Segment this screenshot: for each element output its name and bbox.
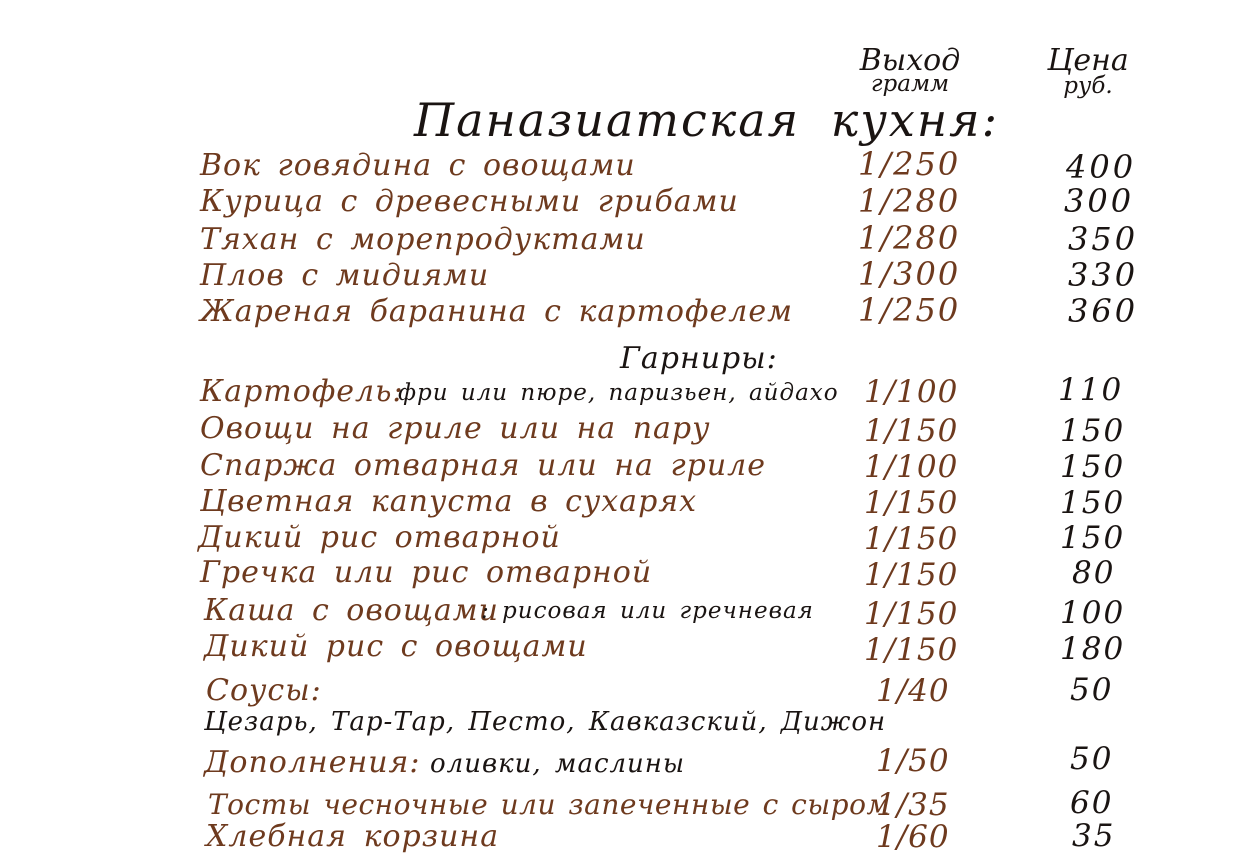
menu-item-weight: 1/280 [858, 219, 961, 257]
menu-item-weight: 1/150 [864, 413, 959, 449]
sauces-price: 50 [1070, 672, 1114, 708]
menu-item-name: Тяхан с морепродуктами [200, 222, 646, 257]
menu-item-weight: 1/100 [864, 374, 959, 410]
menu-item-weight: 1/150 [864, 521, 959, 557]
price-column-unit: руб. [1063, 73, 1113, 99]
menu-item-price: 300 [1064, 182, 1135, 220]
menu-item-name: Каша с овощами [204, 593, 499, 628]
additions-list: оливки, маслины [430, 749, 686, 779]
additions-weight: 1/50 [876, 743, 950, 779]
additions-price: 50 [1070, 741, 1114, 777]
sauces-label: Соусы: [206, 673, 322, 708]
menu-item-price: 60 [1070, 785, 1114, 821]
menu-item-price: 360 [1068, 292, 1139, 330]
menu-item-name: Дикий рис с овощами [204, 629, 588, 664]
menu-item-weight: 1/150 [864, 557, 959, 593]
menu-item-name: Плов с мидиями [200, 258, 490, 293]
weight-column-header: Выход [859, 43, 961, 78]
menu-item-weight: 1/35 [876, 787, 950, 823]
additions-label: Дополнения: [204, 745, 421, 780]
menu-item-weight: 1/280 [858, 182, 961, 220]
menu-item-weight: 1/150 [864, 596, 959, 632]
menu-item-name: Овощи на гриле или на пару [200, 411, 711, 446]
menu-item-price: 330 [1068, 256, 1139, 294]
menu-item-weight: 1/300 [858, 255, 961, 293]
section-title: Паназиатская кухня: [414, 93, 1000, 147]
garnish-title: Гарниры: [620, 341, 778, 376]
menu-item-note: : рисовая или гречневая [481, 598, 814, 624]
menu-item-weight: 1/150 [864, 632, 959, 668]
menu-item-price: 150 [1060, 485, 1126, 521]
menu-item-price: 350 [1068, 220, 1139, 258]
menu-item-name: Хлебная корзина [206, 819, 500, 854]
menu-item-note: фри или пюре, паризьен, айдахо [398, 380, 839, 406]
sauces-list: Цезарь, Тар-Тар, Песто, Кавказский, Дижон [204, 707, 887, 737]
menu-item-name: Дикий рис отварной [198, 520, 561, 555]
weight-column-unit: грамм [870, 71, 950, 97]
menu-item-price: 110 [1058, 372, 1124, 408]
menu-item-weight: 1/250 [858, 291, 961, 329]
menu-item-price: 150 [1060, 449, 1126, 485]
menu-item-name: Картофель: [200, 374, 404, 409]
menu-item-weight: 1/250 [858, 145, 961, 183]
menu-item-price: 35 [1072, 818, 1116, 854]
menu-item-price: 80 [1072, 555, 1116, 591]
menu-item-weight: 1/60 [876, 819, 950, 855]
menu-item-price: 150 [1060, 520, 1126, 556]
price-column-header: Цена [1047, 43, 1129, 78]
menu-item-price: 100 [1060, 595, 1126, 631]
menu-item-price: 400 [1066, 148, 1137, 186]
menu-item-weight: 1/150 [864, 485, 959, 521]
menu-item-name: Гречка или рис отварной [200, 555, 653, 590]
menu-item-name: Вок говядина с овощами [200, 148, 636, 183]
menu-item-weight: 1/100 [864, 449, 959, 485]
sauces-weight: 1/40 [876, 673, 950, 709]
menu-item-price: 150 [1060, 413, 1126, 449]
menu-item-name: Тосты чесночные или запеченные с сыром [208, 788, 891, 821]
menu-item-price: 180 [1060, 631, 1126, 667]
menu-item-name: Цветная капуста в сухарях [200, 484, 698, 519]
menu-item-name: Курица с древесными грибами [200, 184, 739, 219]
menu-item-name: Жареная баранина с картофелем [200, 294, 793, 329]
menu-item-name: Спаржа отварная или на гриле [200, 448, 766, 483]
